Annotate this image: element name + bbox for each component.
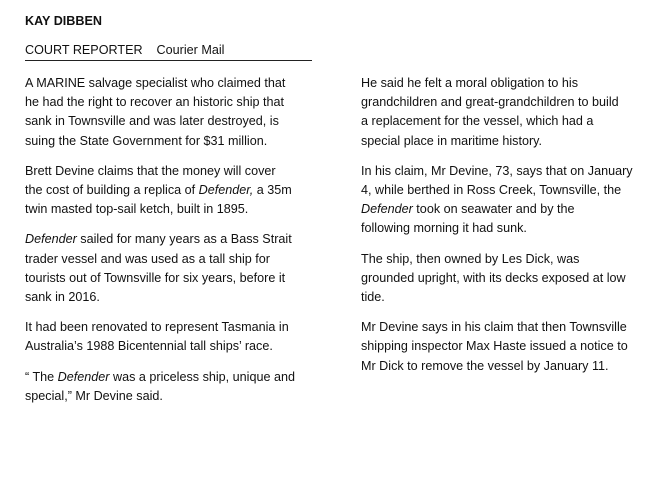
article-paragraph	[25, 74, 325, 151]
paragraph-line: Mr Devine says in his claim that then Townsville	[361, 320, 627, 335]
ship-name-italic: Defender	[361, 202, 413, 217]
ship-name-italic: Defender,	[198, 183, 254, 198]
paragraph-line: trader vessel and was used as a tall ship for	[25, 251, 271, 266]
article-paragraph	[361, 250, 655, 308]
paragraph-line	[25, 181, 325, 200]
paragraph-line: tourists out of Townsville for six years, before it	[25, 270, 286, 285]
article-paragraph	[25, 318, 325, 356]
article-paragraph	[361, 318, 655, 376]
paragraph-line: he had the right to recover an historic ship that	[25, 95, 285, 110]
paragraph-line: 4, while berthed in Ross Creek, Townsville, the	[361, 183, 622, 198]
right-column	[361, 74, 655, 387]
paragraph-line: It had been renovated to represent Tasmania in	[25, 320, 289, 335]
ship-name-italic: Defender	[25, 232, 77, 247]
paragraph-line: Australia’s 1988 Bicentennial tall ships’ race.	[25, 339, 273, 354]
left-column	[25, 74, 325, 417]
line-text: a 35m	[253, 183, 292, 198]
paragraph-line: suing the State Government for $31 million.	[25, 133, 268, 148]
paragraph-line: special place in maritime history.	[361, 133, 543, 148]
author-name: KAY DIBBEN	[25, 14, 102, 28]
paragraph-line: Brett Devine claims that the money will cover	[25, 163, 276, 178]
author-role: COURT REPORTER Courier Mail	[25, 42, 312, 61]
line-text: was a priceless ship, unique and	[109, 369, 296, 384]
article-paragraph	[25, 162, 325, 220]
paragraph-line: He said he felt a moral obligation to his	[361, 76, 579, 90]
paragraph-line: The ship, then owned by Les Dick, was	[361, 251, 580, 266]
paragraph-line	[25, 230, 325, 249]
article-paragraph	[361, 162, 655, 239]
line-text: sailed for many years as a Bass Strait	[76, 232, 292, 247]
line-text: “ The	[25, 369, 58, 384]
paragraph-line: Mr Dick to remove the vessel by January 11.	[361, 358, 609, 373]
paragraph-line: a replacement for the vessel, which had a	[361, 114, 594, 129]
paragraph-line: twin masted top-sail ketch, built in 1895.	[25, 202, 249, 217]
paragraph-line	[25, 368, 325, 387]
paragraph-line: tide.	[361, 290, 385, 305]
line-text: the cost of building a replica of	[25, 183, 199, 198]
paragraph-line: grounded upright, with its decks exposed at low	[361, 270, 626, 285]
paragraph-line: A MARINE salvage specialist who claimed that	[25, 76, 286, 90]
paragraph-line: shipping inspector Max Haste issued a notice to	[361, 339, 628, 354]
ship-name-italic: Defender	[57, 369, 110, 384]
paragraph-line: grandchildren and great-grandchildren to build	[361, 95, 619, 110]
paragraph-line	[361, 200, 655, 219]
paragraph-line: following morning it had sunk.	[361, 221, 527, 236]
paragraph-line: sank in Townsville and was later destroyed, is	[25, 114, 279, 129]
article-paragraph	[25, 368, 325, 406]
paragraph-line: sank in 2016.	[25, 290, 100, 305]
paragraph-line: In his claim, Mr Devine, 73, says that on January	[361, 163, 633, 178]
article-paragraph	[25, 230, 325, 307]
article-paragraph	[361, 74, 655, 151]
line-text: took on seawater and by the	[412, 202, 575, 217]
paragraph-line: special,” Mr Devine said.	[25, 388, 163, 403]
